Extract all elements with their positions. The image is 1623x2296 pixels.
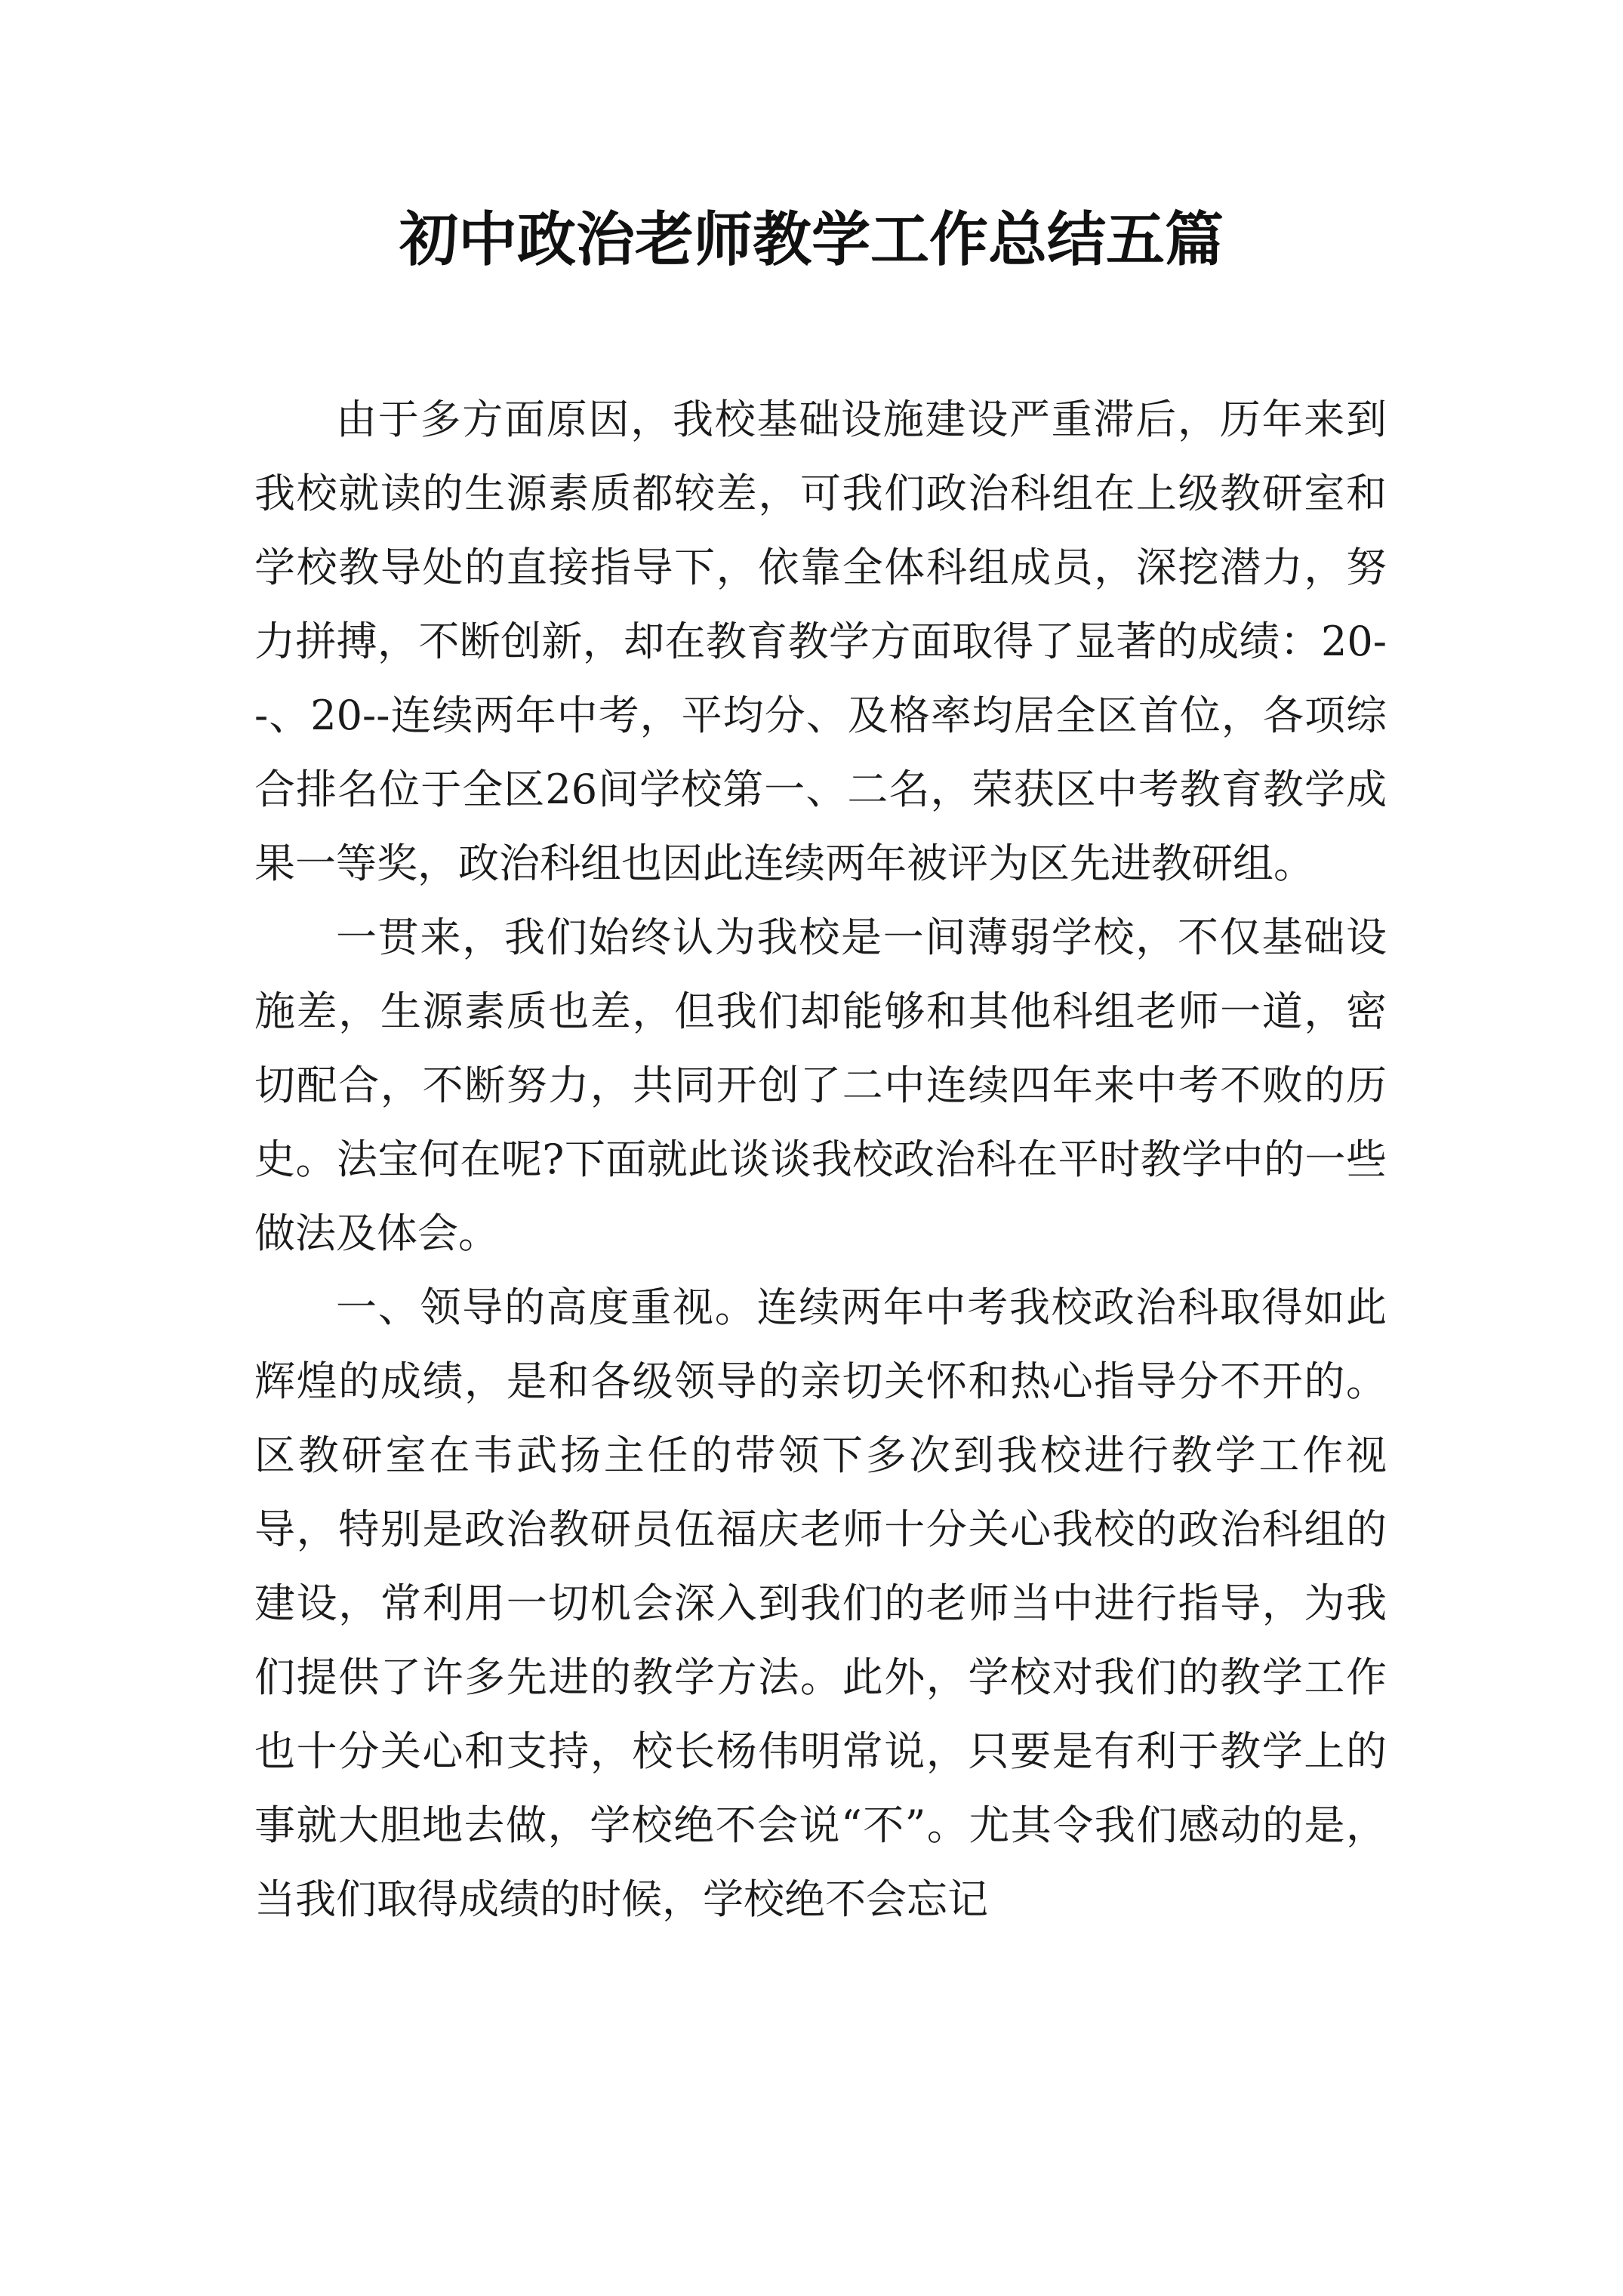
paragraph-1: 由于多方面原因，我校基础设施建设严重滞后，历年来到我校就读的生源素质都较差，可我们政治科组在上级教研室和学校教导处的直接指导下，依靠全体科组成员，深挖潜力，努力拼搏，不断创新，却在教育教学方面取得了显著的成绩：20--、20--连续两年中考，平均分、及格率均居全区首位，各项综合排名位于全区26间学校第一、二名，荣获区中考教育教学成果一等奖，政治科组也因此连续两年被评为区先进教研组。 [254, 396, 1387, 887]
document-title: 初中政治老师教学工作总结五篇 [399, 205, 1224, 274]
paragraph-2: 一贯来，我们始终认为我校是一间薄弱学校，不仅基础设施差，生源素质也差，但我们却能够和其他科组老师一道，密切配合，不断努力，共同开创了二中连续四年来中考不败的历史。法宝何在呢?下面就此谈谈我校政治科在平时教学中的一些做法及体会。 [254, 914, 1387, 1257]
document-body [254, 383, 1387, 1937]
paragraph-3: 一、领导的高度重视。连续两年中考我校政治科取得如此辉煌的成绩，是和各级领导的亲切关怀和热心指导分不开的。区教研室在韦武扬主任的带领下多次到我校进行教学工作视导，特别是政治教研员伍福庆老师十分关心我校的政治科组的建设，常利用一切机会深入到我们的老师当中进行指导，为我们提供了许多先进的教学方法。此外，学校对我们的教学工作也十分关心和支持，校长杨伟明常说，只要是有利于教学上的事就大胆地去做，学校绝不会说“不”。尤其令我们感动的是，当我们取得成绩的时候，学校绝不会忘记 [254, 1284, 1387, 1923]
